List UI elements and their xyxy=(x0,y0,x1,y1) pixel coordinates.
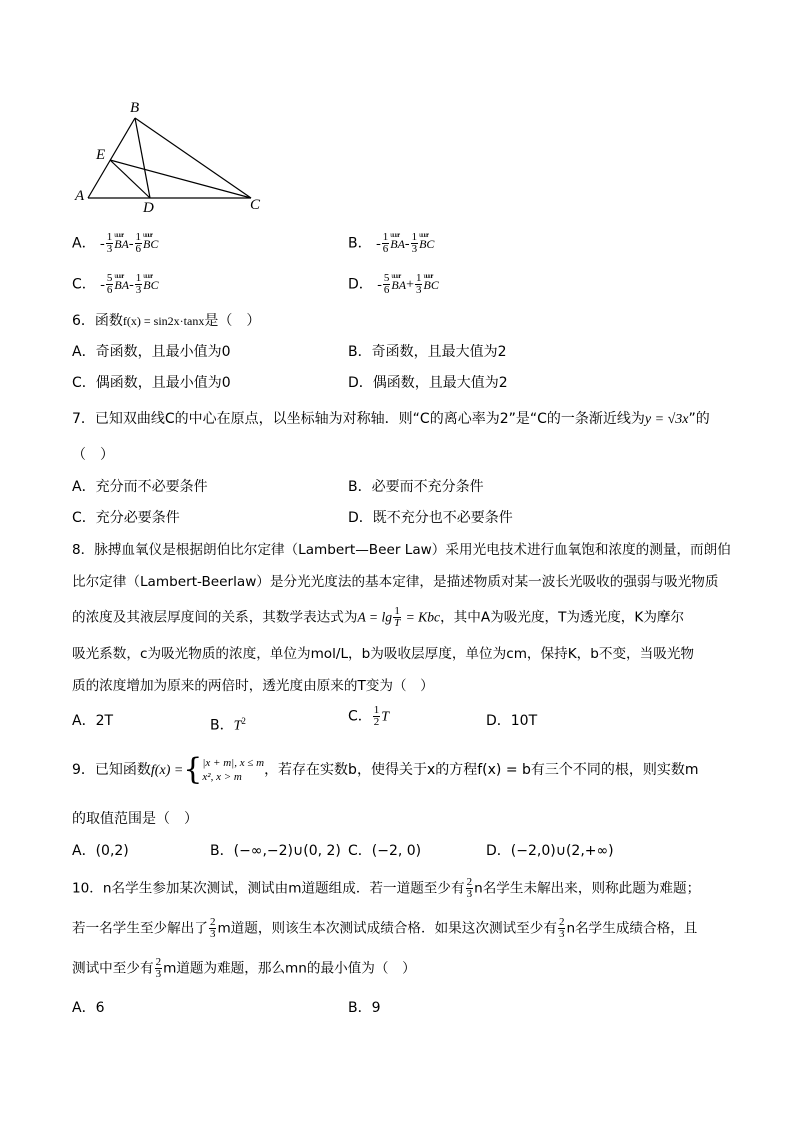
q10-option-a[interactable]: A．6 xyxy=(72,1000,105,1016)
q6-option-b[interactable]: B．奇函数，且最大值为2 xyxy=(348,344,507,360)
point-label-B: B xyxy=(130,100,140,116)
q8-option-a[interactable]: A．2T xyxy=(72,713,114,729)
q6-formula: f(x) = sin2x·tanx xyxy=(122,314,205,328)
q8-option-c[interactable]: C． $\frac{1}{2}$ T xyxy=(348,704,390,728)
q7-stem: 7．已知双曲线C的中心在原点，以坐标轴为对称轴．则“C的离心率为2”是“C的一条渐近线为y = √3x”的 xyxy=(72,411,710,427)
q7-formula: y = √3x xyxy=(644,412,689,427)
q8-line-4: 吸光系数，c为吸光物质的浓度，单位为mol/L，b为吸收层厚度，单位为cm，保持K，b不变，当吸光物 xyxy=(72,646,695,662)
q10-line-2: 若一名学生至少解出了 $\frac{2}{3}$ m道题，则该生本次测试成绩合格．如果这次测试至少有 $\frac{2}{3}$ n名学生成绩合格，且 xyxy=(72,916,698,940)
q8-line-1: 8．脉搏血氧仪是根据朗伯比尔定律（Lambert—Beer Law）采用光电技术进行血氧饱和浓度的测量，而朗伯 xyxy=(72,542,731,558)
segment-BC xyxy=(135,118,251,198)
q6-option-a[interactable]: A．奇函数，且最小值为0 xyxy=(72,344,231,360)
q9-option-d[interactable]: D．(−2,0)∪(2,+∞) xyxy=(486,843,614,859)
q7-option-b[interactable]: B．必要而不充分条件 xyxy=(348,479,484,495)
point-label-A: A xyxy=(75,188,85,204)
q8-line-3: 的浓度及其液层厚度间的关系，其数学表达式为A = lg $\frac{1}{T}$ = Kbc，其中A为吸光度，T为透光度，K为摩尔 xyxy=(72,605,685,629)
q6-stem: 6．函数f(x) = sin2x·tanx是（ ） xyxy=(72,313,261,329)
q7-option-c[interactable]: C．充分必要条件 xyxy=(72,510,180,526)
q8-option-b[interactable]: B．$T^2$ xyxy=(210,716,246,734)
q6-option-d[interactable]: D．偶函数，且最大值为2 xyxy=(348,375,508,391)
point-label-D: D xyxy=(143,200,154,216)
q8-option-d[interactable]: D．10T xyxy=(486,713,538,729)
q9-option-b[interactable]: B．(−∞,−2)∪(0, 2) xyxy=(210,843,341,859)
point-label-E: E xyxy=(96,147,106,163)
q6-option-c[interactable]: C．偶函数，且最小值为0 xyxy=(72,375,231,391)
option-letter: A． xyxy=(72,235,96,252)
q7-option-a[interactable]: A．充分而不必要条件 xyxy=(72,479,208,495)
q7-option-d[interactable]: D．既不充分也不必要条件 xyxy=(348,510,513,526)
q9-option-a[interactable]: A．(0,2) xyxy=(72,843,129,859)
q5-option-a[interactable]: A． - $\frac{1}{3}$ uuu̴r BA- $\frac{1}{6}$ uuu̴r BC xyxy=(72,230,159,255)
q5-option-b[interactable]: B． - $\frac{1}{6}$ uuu̴r BA- $\frac{1}{3}$ uuu̴r BC xyxy=(348,230,435,255)
q5-option-d[interactable]: D． - $\frac{5}{6}$ uuu̴r BA+ $\frac{1}{3}$ uuu̴r BC xyxy=(348,271,439,296)
q10-option-b[interactable]: B．9 xyxy=(348,1000,381,1016)
option-letter: B． xyxy=(348,235,372,252)
point-label-C: C xyxy=(250,197,261,213)
q9-line-2: 的取值范围是（ ） xyxy=(72,811,198,827)
q9-option-c[interactable]: C．(−2, 0) xyxy=(348,843,422,859)
option-letter: C． xyxy=(72,276,96,293)
q7-paren: （ ） xyxy=(72,447,114,463)
segment-EC xyxy=(110,160,251,198)
q8-line-2: 比尔定律（Lambert-Beerlaw）是分光光度法的基本定律，是描述物质对某一波长光吸收的强弱与吸光物质 xyxy=(72,574,719,590)
q8-line-5: 质的浓度增加为原来的两倍时，透光度由原来的T变为（ ） xyxy=(72,678,434,694)
option-letter: D． xyxy=(348,276,373,293)
q5-option-c[interactable]: C． - $\frac{5}{6}$ uuu̴r BA- $\frac{1}{3}$ uuu̴r BC xyxy=(72,271,159,296)
q9-stem: 9．已知函数f(x) ={ |x + m|, x ≤ m x², x > m ，若存在实数b，使得关于x的方程f(x) = b有三个不同的根，则实数m xyxy=(72,752,699,787)
q10-line-3: 测试中至少有 $\frac{2}{3}$ m道题为难题，那么mn的最小值为（ ） xyxy=(72,956,416,980)
q10-line-1: 10．n名学生参加某次测试，测试由m道题组成．若一道题至少有 $\frac{2}{3}$ n名学生未解出来，则称此题为难题； xyxy=(72,876,701,900)
